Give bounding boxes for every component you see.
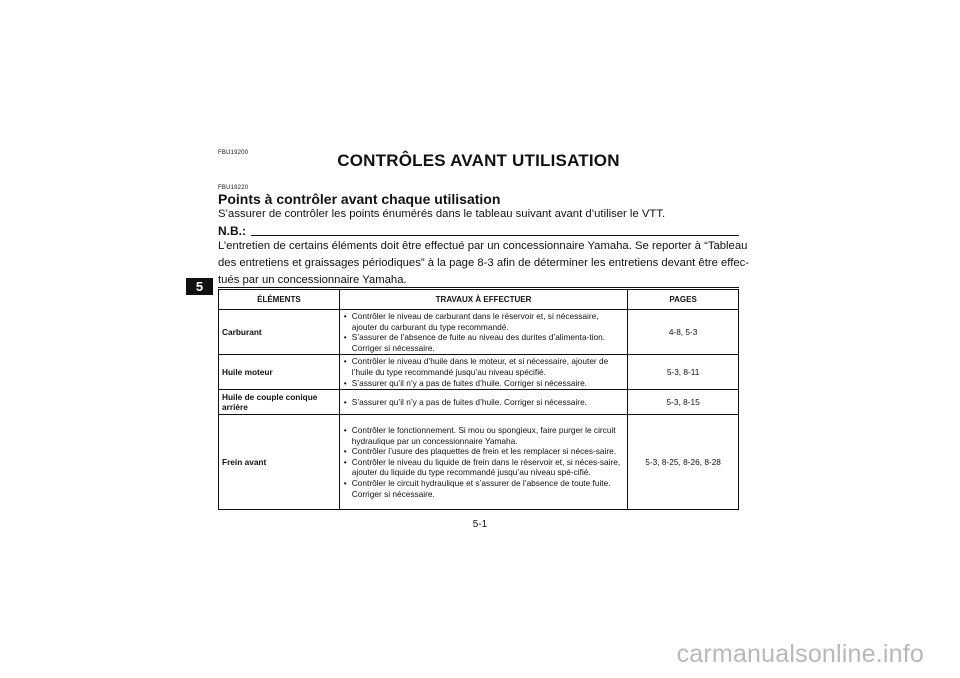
note-end-divider <box>218 287 739 288</box>
work-item: • Contrôler l’usure des plaquettes de frein et les remplacer si néces-saire. <box>343 446 624 457</box>
chapter-tab: 5 <box>186 278 213 295</box>
row-work <box>339 390 627 415</box>
row-pages: 5-3, 8-11 <box>628 355 739 390</box>
note-divider <box>251 235 739 236</box>
subsection-code: FBU19220 <box>218 185 249 191</box>
row-element: Carburant <box>219 310 340 355</box>
page-title: CONTRÔLES AVANT UTILISATION <box>337 151 620 170</box>
table-header-row <box>219 290 739 310</box>
work-item: • S’assurer de l’absence de fuite au niveau des durites d’alimenta-tion. Corriger si nécessaire. <box>343 332 624 353</box>
header-elements: ÉLÉMENTS <box>219 290 340 310</box>
header-work: TRAVAUX À EFFECTUER <box>339 290 627 310</box>
note-line: L’entretien de certains éléments doit être effectué par un concessionnaire Yamaha. Se reporter à “Tableau <box>218 240 748 252</box>
watermark-text: carmanualsonline.info <box>676 640 924 668</box>
row-work <box>339 415 627 510</box>
row-element: Huile moteur <box>219 355 340 390</box>
note-line: tués par un concessionnaire Yamaha. <box>218 274 407 286</box>
note-label: N.B.: <box>218 224 246 238</box>
section-code: FBU19200 <box>218 150 249 156</box>
row-pages: 5-3, 8-25, 8-26, 8-28 <box>628 415 739 510</box>
section-heading: Points à contrôler avant chaque utilisation <box>218 191 501 207</box>
pre-operation-checklist-table <box>218 289 739 510</box>
work-item: • Contrôler le fonctionnement. Si mou ou spongieux, faire purger le circuit hydraulique par un concessionnaire Yamaha. <box>343 425 624 446</box>
work-item: • Contrôler le circuit hydraulique et s’assurer de l’absence de toute fuite. Corriger si nécessaire. <box>343 478 624 499</box>
work-item: • S’assurer qu’il n’y a pas de fuites d’huile. Corriger si nécessaire. <box>343 397 624 408</box>
header-pages: PAGES <box>628 290 739 310</box>
note-text <box>218 238 750 289</box>
row-work <box>339 310 627 355</box>
note-line: des entretiens et graissages périodiques” à la page 8-3 afin de déterminer les entretiens devant être effec- <box>218 257 750 269</box>
work-item: • Contrôler le niveau de carburant dans le réservoir et, si nécessaire, ajouter du carburant du type recommandé. <box>343 311 624 332</box>
work-item: • S’assurer qu’il n’y a pas de fuites d’huile. Corriger si nécessaire. <box>343 378 624 389</box>
row-pages: 5-3, 8-15 <box>628 390 739 415</box>
row-work <box>339 355 627 390</box>
row-element: Huile de couple conique arrière <box>219 390 340 415</box>
work-item: • Contrôler le niveau du liquide de frein dans le réservoir et, si néces-saire, ajouter du liquide du type recommandé jusqu’au niveau spé-cifié. <box>343 457 624 478</box>
table-row <box>219 355 739 390</box>
table-row <box>219 415 739 510</box>
intro-text: S’assurer de contrôler les points énumérés dans le tableau suivant avant d’utiliser le VTT. <box>218 208 666 220</box>
row-pages: 4-8, 5-3 <box>628 310 739 355</box>
page-number: 5-1 <box>472 519 488 530</box>
table-row <box>219 390 739 415</box>
row-element: Frein avant <box>219 415 340 510</box>
note-header <box>218 224 739 238</box>
table-row <box>219 310 739 355</box>
work-item: • Contrôler le niveau d’huile dans le moteur, et si nécessaire, ajouter de l’huile du type recommandé jusqu’au niveau spécifié. <box>343 356 624 377</box>
